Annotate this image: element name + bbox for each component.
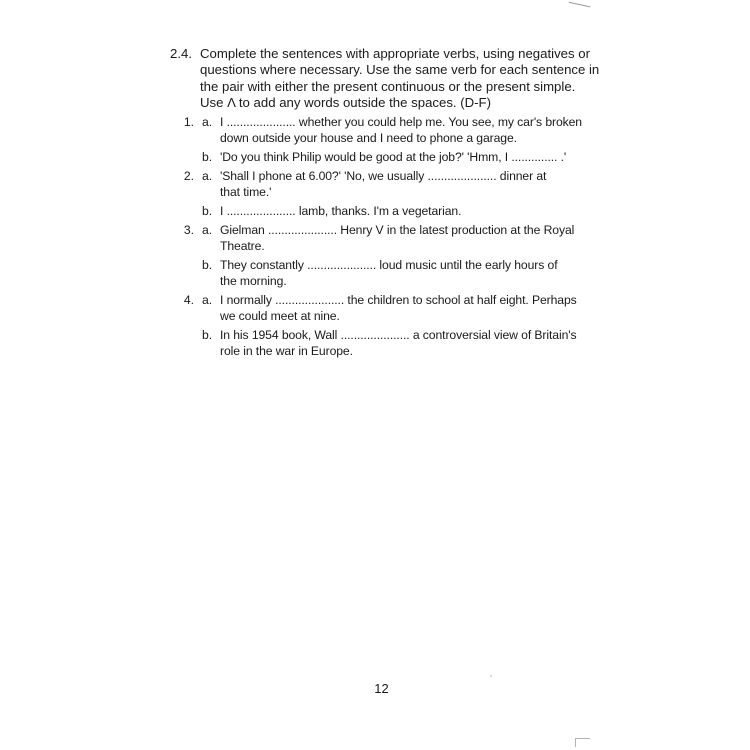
item-sentence xyxy=(220,292,582,324)
item-letter: a. xyxy=(202,168,213,183)
exercise-instructions xyxy=(200,46,599,112)
page-edge-mark xyxy=(575,738,590,747)
item-letter: b. xyxy=(202,149,213,164)
sentence-line: They constantly ..................... loud music until the early hours of xyxy=(220,257,558,272)
item-1b xyxy=(170,149,582,165)
sentence-line: Theatre. xyxy=(220,238,265,253)
item-number: 2. xyxy=(183,168,194,183)
item-sentence xyxy=(220,114,582,146)
instruction-line: Use Λ to add any words outside the spaces. (D-F) xyxy=(200,95,492,111)
exercise-header xyxy=(170,46,600,112)
item-letter: a. xyxy=(202,114,213,129)
item-letter: a. xyxy=(202,292,213,307)
item-3b xyxy=(170,257,582,289)
item-4a xyxy=(170,292,582,324)
sentence-line: that time.' xyxy=(220,184,272,199)
sentence-line: 'Do you think Philip would be good at the job?' 'Hmm, I .............. .' xyxy=(220,149,567,164)
page-corner-mark xyxy=(568,2,591,13)
paper-speck xyxy=(490,675,492,677)
item-letter: b. xyxy=(202,203,213,218)
sentence-line: role in the war in Europe. xyxy=(220,343,353,358)
item-number: 1. xyxy=(183,114,194,129)
instruction-line: questions where necessary. Use the same verb for each sentence in xyxy=(200,62,600,78)
item-2a xyxy=(170,168,582,200)
sentence-line: In his 1954 book, Wall ..................... a controversial view of Britain's xyxy=(220,327,577,342)
sentence-line: 'Shall I phone at 6.00?' 'No, we usually ..................... dinner at xyxy=(220,168,547,183)
item-letter: b. xyxy=(202,327,213,342)
item-sentence xyxy=(220,222,582,254)
item-3a xyxy=(170,222,582,254)
instruction-line: the pair with either the present continuous or the present simple. xyxy=(200,78,576,94)
item-sentence xyxy=(220,168,582,200)
sentence-line: we could meet at nine. xyxy=(220,308,340,323)
sentence-line: down outside your house and I need to phone a garage. xyxy=(220,130,517,145)
page-number: 12 xyxy=(374,681,389,696)
item-sentence xyxy=(220,257,582,289)
item-4b xyxy=(170,327,582,359)
item-letter: a. xyxy=(202,222,213,237)
sentence-line: the morning. xyxy=(220,273,287,288)
sentence-line: Gielman ..................... Henry V in the latest production at the Royal xyxy=(220,222,575,237)
item-2b xyxy=(170,203,582,219)
item-number: 3. xyxy=(183,222,194,237)
item-sentence xyxy=(220,327,582,359)
exercise-2-4 xyxy=(170,46,600,362)
item-sentence xyxy=(220,149,582,165)
sentence-line: I normally ..................... the children to school at half eight. Perhaps xyxy=(220,292,577,307)
sentence-line: I ..................... lamb, thanks. I'm a vegetarian. xyxy=(220,203,462,218)
item-sentence xyxy=(220,203,582,219)
exercise-number: 2.4. xyxy=(170,46,192,61)
instruction-line: Complete the sentences with appropriate verbs, using negatives or xyxy=(200,46,590,61)
exercise-items xyxy=(170,114,582,359)
item-number: 4. xyxy=(183,292,194,307)
item-1a xyxy=(170,114,582,146)
sentence-line: I ..................... whether you could help me. You see, my car's broken xyxy=(220,114,582,129)
item-letter: b. xyxy=(202,257,213,272)
